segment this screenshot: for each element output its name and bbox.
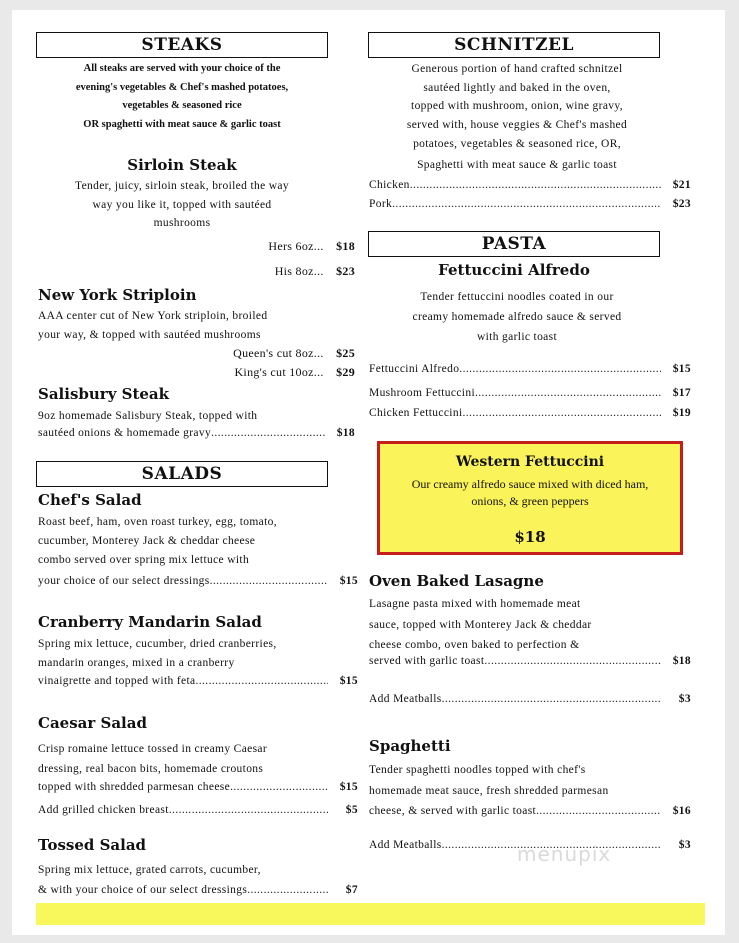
steaks-intro-line: All steaks are served with your choice of the (83, 63, 281, 74)
sirloin-title: Sirloin Steak (127, 156, 237, 174)
price: $18 (336, 427, 355, 439)
salads-header-label: SALADS (141, 464, 223, 484)
desc-line: combo served over spring mix lettuce with (38, 554, 250, 566)
salisbury-title: Salisbury Steak (38, 385, 170, 403)
price: $21 (672, 179, 691, 191)
price: $15 (672, 363, 691, 375)
salads-header (36, 461, 328, 487)
price: $17 (672, 387, 691, 399)
size-price: $18 (336, 239, 355, 253)
desc-line: Crisp romaine lettuce tossed in creamy Caesar (38, 743, 268, 755)
dot-leader (195, 675, 328, 687)
tossed-salad-desc: Spring mix lettuce, grated carrots, cucumber, (38, 864, 261, 876)
fettuccini-alfredo-desc (358, 287, 676, 347)
schnitzel-header (368, 32, 660, 58)
dot-leader (230, 781, 328, 793)
desc-line: cheese combo, oven baked to perfection & (369, 639, 580, 651)
menupix-watermark: menupix (517, 842, 612, 866)
price: $15 (339, 575, 358, 587)
steaks-intro-line: OR spaghetti with meat sauce & garlic toast (83, 118, 281, 130)
desc-line: Tender fettuccini noodles coated in our (420, 291, 614, 303)
desc-line: with garlic toast (476, 331, 558, 343)
lasagne-title: Oven Baked Lasagne (369, 572, 544, 590)
western-fettuccini-desc: Our creamy alfredo sauce mixed with diced ham, onions, & green peppers (411, 477, 649, 508)
dot-leader (536, 805, 661, 817)
alfredo-price-line (369, 363, 691, 375)
caesar-salad-price-line (38, 781, 358, 793)
fettuccini-alfredo-title: Fettuccini Alfredo (438, 261, 590, 279)
caesar-salad-desc (38, 739, 348, 779)
dot-leader (392, 198, 661, 210)
sirloin-size-hers (268, 239, 355, 254)
desc-line: mushrooms (153, 217, 211, 229)
price: $23 (672, 198, 691, 210)
size-price: $25 (336, 346, 355, 360)
bottom-highlight-bar (36, 903, 705, 925)
price-line-label: topped with shredded parmesan cheese (38, 781, 231, 793)
desc-line: cucumber, Monterey Jack & cheddar cheese (38, 535, 256, 547)
caesar-salad-title: Caesar Salad (38, 714, 147, 732)
desc-line: creamy homemade alfredo sauce & served (412, 311, 622, 323)
price-line-label: served with garlic toast (369, 655, 485, 667)
desc-line: Tender spaghetti noodles topped with chef's (369, 764, 586, 776)
price: $15 (339, 781, 358, 793)
price: $18 (672, 655, 691, 667)
price-line-label: Add Meatballs (369, 839, 442, 851)
cranberry-salad-price-line (38, 675, 358, 687)
price-line-label: Chicken Fettuccini (369, 407, 463, 419)
chefs-salad-title: Chef's Salad (38, 491, 142, 509)
steaks-header (36, 32, 328, 58)
schnitzel-pork-line (369, 198, 691, 210)
striploin-size-queen (233, 346, 355, 361)
dot-leader (410, 179, 661, 191)
price-line-label: vinaigrette and topped with feta (38, 675, 196, 687)
schnitzel-desc (358, 60, 676, 174)
price-line-label: Mushroom Fettuccini (369, 387, 475, 399)
striploin-size-king (234, 365, 355, 380)
desc-line: way you like it, topped with sautéed (92, 198, 272, 211)
price: $3 (678, 693, 691, 705)
size-price: $29 (336, 365, 355, 379)
steaks-header-label: STEAKS (141, 35, 223, 55)
caesar-addon-line (38, 804, 358, 816)
dot-leader (463, 407, 662, 419)
price: $5 (345, 804, 358, 816)
western-fettuccini-title: Western Fettuccini (455, 454, 605, 470)
price-line-label: your choice of our select dressings (38, 575, 210, 587)
western-fettuccini-price: $18 (514, 528, 546, 546)
spaghetti-price-line (369, 805, 691, 817)
desc-line: sauce, topped with Monterey Jack & cheddar (369, 618, 592, 631)
desc-line: Tender, juicy, sirloin steak, broiled the way (75, 180, 289, 192)
striploin-title: New York Striploin (38, 286, 197, 304)
salisbury-desc: 9oz homemade Salisbury Steak, topped with (38, 410, 258, 422)
cranberry-salad-desc (38, 635, 348, 673)
price: $16 (672, 805, 691, 817)
desc-line: Spaghetti with meat sauce & garlic toast (417, 158, 617, 171)
western-fettuccini-feature-box (377, 441, 683, 555)
price-line-label: Fettuccini Alfredo (369, 363, 460, 375)
price-line-label: Chicken (369, 179, 410, 191)
desc-line: served with, house veggies & Chef's mashed (406, 119, 628, 132)
steaks-intro-line: evening's vegetables & Chef's mashed potatoes, (75, 81, 289, 93)
salisbury-price-line (38, 427, 355, 439)
price-line-label: Pork (369, 198, 393, 210)
price-line-label: Add grilled chicken breast (38, 804, 169, 816)
dot-leader (169, 804, 328, 816)
sirloin-desc (36, 177, 328, 233)
lasagne-desc (369, 594, 689, 656)
dot-leader (459, 363, 661, 375)
desc-line: AAA center cut of New York striploin, broiled (38, 310, 268, 322)
dot-leader (475, 387, 661, 399)
size-label: Queen's cut 8oz... (233, 346, 324, 360)
dot-leader (247, 884, 328, 896)
price: $19 (672, 407, 691, 419)
chefs-salad-desc (38, 513, 348, 570)
desc-line: Roast beef, ham, oven roast turkey, egg, tomato, (38, 516, 277, 528)
menu-page (12, 10, 725, 935)
schnitzel-header-label: SCHNITZEL (454, 35, 574, 55)
size-price: $23 (336, 264, 355, 278)
price-line-label: Add Meatballs (369, 693, 442, 705)
desc-line: Lasagne pasta mixed with homemade meat (369, 598, 581, 610)
price: $15 (339, 675, 358, 687)
desc-line: mandarin oranges, mixed in a cranberry (38, 657, 235, 669)
dot-leader (442, 693, 661, 705)
pasta-header (368, 231, 660, 257)
price: $3 (678, 839, 691, 851)
pasta-header-label: PASTA (481, 234, 547, 254)
steaks-intro (36, 60, 328, 134)
schnitzel-chicken-line (369, 179, 691, 191)
dot-leader (210, 575, 328, 587)
price-line-label: cheese, & served with garlic toast (369, 805, 537, 817)
spaghetti-desc (369, 760, 689, 802)
price-line-label: sautéed onions & homemade gravy (38, 427, 212, 439)
dot-leader (211, 427, 325, 439)
size-label: His 8oz... (274, 264, 324, 278)
lasagne-addon-line (369, 693, 691, 705)
desc-line: sautéed lightly and baked in the oven, (423, 81, 611, 94)
steaks-intro-line: vegetables & seasoned rice (122, 100, 242, 111)
striploin-desc (38, 307, 338, 345)
chicken-fettuccini-price-line (369, 407, 691, 419)
desc-line: Spring mix lettuce, cucumber, dried cranberries, (38, 638, 277, 650)
spaghetti-title: Spaghetti (369, 737, 451, 755)
lasagne-price-line (369, 655, 691, 667)
desc-line: Generous portion of hand crafted schnitzel (411, 63, 623, 75)
chefs-salad-price-line (38, 575, 358, 587)
desc-line: potatoes, vegetables & seasoned rice, OR, (413, 137, 621, 150)
cranberry-salad-title: Cranberry Mandarin Salad (38, 613, 262, 631)
mushroom-fettuccini-price-line (369, 387, 691, 399)
desc-line: dressing, real bacon bits, homemade croutons (38, 763, 264, 775)
sirloin-size-his (275, 264, 355, 279)
size-label: King's cut 10oz... (234, 365, 324, 379)
tossed-salad-price-line (38, 884, 358, 896)
price: $7 (345, 884, 358, 896)
desc-line: topped with mushroom, onion, wine gravy, (411, 100, 623, 113)
size-label: Hers 6oz... (268, 239, 324, 253)
dot-leader (484, 655, 661, 667)
desc-line: your way, & topped with sautéed mushrooms (38, 329, 261, 341)
tossed-salad-title: Tossed Salad (38, 836, 147, 854)
desc-line: homemade meat sauce, fresh shredded parmesan (369, 785, 609, 797)
price-line-label: & with your choice of our select dressings (38, 884, 248, 896)
